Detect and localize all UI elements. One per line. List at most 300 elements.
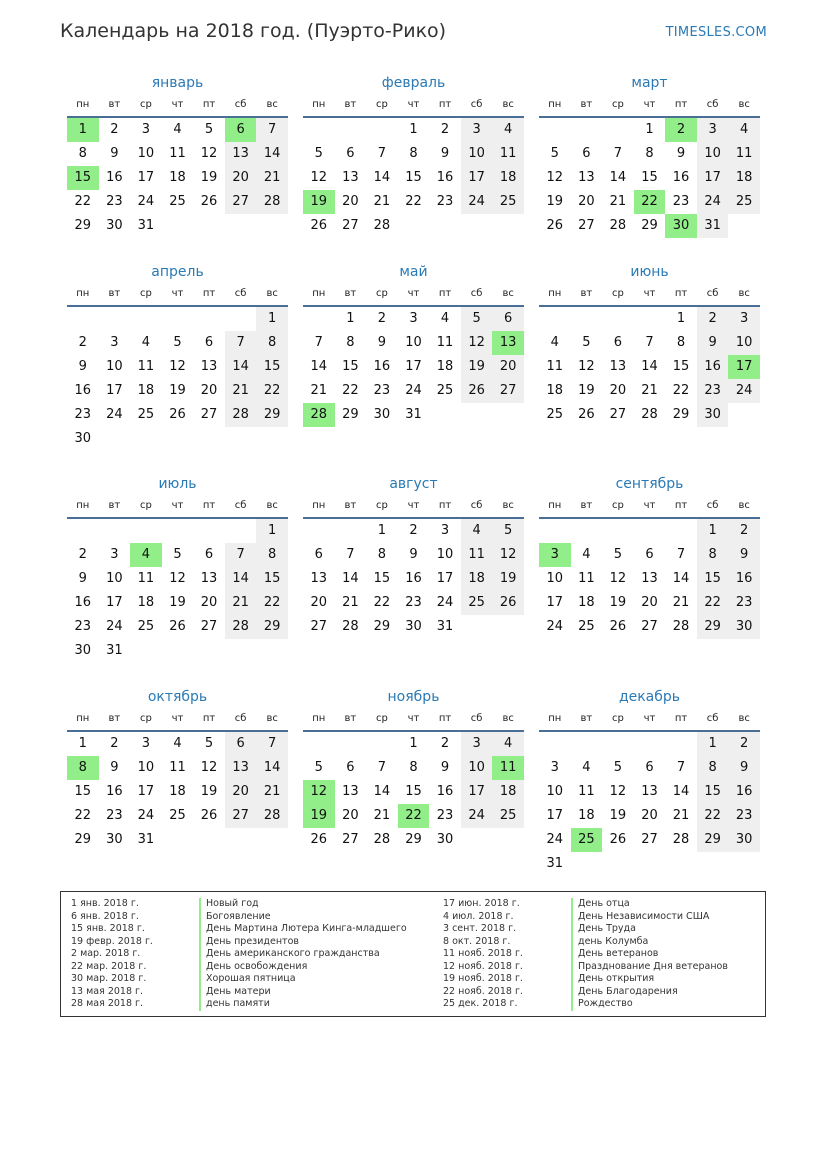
weekday-label: пн — [312, 99, 326, 110]
day-cell: 9 — [78, 571, 87, 586]
day-cell: 9 — [110, 760, 119, 775]
weekday-header — [67, 712, 288, 732]
day-cell: 8 — [256, 331, 288, 355]
weekday-label: пт — [438, 288, 452, 299]
weekday-label: сб — [706, 500, 719, 511]
day-cell: 13 — [200, 571, 218, 586]
day-cell: 22 — [373, 595, 391, 610]
day-cell: 26 — [169, 619, 186, 634]
legend-holiday-name: День президентов — [199, 936, 299, 949]
day-cell: 23 — [106, 808, 123, 823]
empty-cell — [634, 519, 666, 543]
day-cell: 2 — [110, 122, 119, 137]
day-cell: 4 — [141, 335, 151, 350]
legend-row — [71, 961, 407, 974]
day-cell: 15 — [405, 170, 422, 185]
legend-date: 12 нояб. 2018 г. — [443, 960, 523, 972]
day-cell: 22 — [256, 379, 288, 403]
day-cell: 2 — [78, 335, 87, 350]
day-cell: 28 — [225, 403, 257, 427]
day-cell: 30 — [74, 643, 92, 658]
day-cell: 31 — [436, 619, 454, 634]
day-cell: 31 — [405, 407, 422, 422]
day-cell: 8 — [676, 335, 686, 350]
weekday-label: ср — [375, 713, 388, 724]
site-link[interactable]: TIMESLES.COM — [665, 25, 767, 40]
day-cell: 3 — [110, 547, 119, 562]
day-cell: 29 — [74, 832, 92, 847]
legend-date: 2 мар. 2018 г. — [71, 948, 141, 959]
weekday-label: вс — [738, 500, 750, 511]
day-cell: 5 — [314, 146, 323, 161]
weekday-label: вт — [344, 99, 357, 110]
weekday-label: вт — [580, 500, 593, 511]
day-cell: 15 — [256, 567, 288, 591]
day-cell: 20 — [225, 780, 257, 804]
weekday-label: сб — [234, 713, 247, 724]
weekday-label: вт — [580, 99, 593, 110]
day-cell: 21 — [609, 194, 627, 209]
day-cell: 5 — [204, 736, 214, 751]
day-cell: 10 — [137, 146, 155, 161]
day-cell: 24 — [106, 619, 123, 634]
day-cell: 21 — [225, 591, 257, 615]
day-cell: 27 — [200, 619, 218, 634]
legend-row — [443, 911, 728, 924]
empty-cell — [99, 307, 131, 331]
day-cell: 30 — [106, 218, 123, 233]
day-cell: 23 — [728, 591, 760, 615]
holiday-day: 4 — [130, 543, 162, 567]
empty-cell — [571, 732, 603, 756]
weekday-label: ср — [139, 99, 152, 110]
day-cell: 27 — [492, 379, 524, 403]
day-cell: 14 — [256, 756, 288, 780]
holiday-legend — [60, 891, 766, 1017]
empty-cell — [634, 732, 666, 756]
day-cell: 10 — [106, 359, 123, 374]
day-cell: 25 — [137, 619, 155, 634]
weekday-label: ср — [611, 713, 624, 724]
weekday-label: сб — [234, 288, 247, 299]
day-cell: 24 — [137, 194, 155, 209]
day-cell: 3 — [697, 118, 729, 142]
day-cell: 11 — [546, 359, 564, 374]
day-cell: 16 — [672, 170, 690, 185]
holiday-day: 12 — [303, 780, 335, 804]
day-cell: 11 — [728, 142, 760, 166]
day-cell: 25 — [436, 383, 454, 398]
month-1 — [67, 73, 288, 238]
weekday-label: пн — [76, 713, 90, 724]
empty-cell — [634, 307, 666, 331]
day-cell: 10 — [461, 142, 493, 166]
day-cell: 1 — [346, 311, 355, 326]
day-cell: 26 — [200, 194, 218, 209]
legend-row — [443, 948, 728, 961]
day-cell: 25 — [169, 194, 186, 209]
day-cell: 22 — [74, 808, 92, 823]
day-cell: 28 — [672, 832, 690, 847]
day-cell: 9 — [110, 146, 119, 161]
days-grid — [67, 732, 288, 852]
day-cell: 17 — [436, 571, 454, 586]
empty-cell — [130, 519, 162, 543]
day-cell: 13 — [225, 142, 257, 166]
empty-cell — [366, 732, 398, 756]
page-title: Календарь на 2018 год. (Пуэрто-Рико) — [60, 20, 447, 42]
weekday-label: вс — [266, 500, 278, 511]
weekday-label: сб — [234, 99, 247, 110]
empty-cell — [162, 307, 194, 331]
legend-row — [71, 898, 407, 911]
day-cell: 20 — [641, 808, 658, 823]
day-cell: 21 — [672, 595, 690, 610]
weekday-label: пн — [312, 500, 326, 511]
day-cell: 19 — [169, 383, 186, 398]
day-cell: 7 — [225, 543, 257, 567]
day-cell: 23 — [672, 194, 690, 209]
day-cell: 28 — [373, 218, 391, 233]
day-cell: 23 — [106, 194, 123, 209]
weekday-label: ср — [139, 288, 152, 299]
day-cell: 20 — [310, 595, 328, 610]
empty-cell — [335, 732, 367, 756]
day-cell: 13 — [609, 359, 627, 374]
empty-cell — [67, 307, 99, 331]
day-cell: 6 — [492, 307, 524, 331]
day-cell: 1 — [645, 122, 654, 137]
weekday-label: ср — [375, 500, 388, 511]
day-cell: 25 — [137, 407, 155, 422]
weekday-label: сб — [470, 288, 483, 299]
legend-row — [71, 998, 407, 1011]
weekday-label: вс — [738, 713, 750, 724]
day-cell: 13 — [200, 359, 218, 374]
day-cell: 14 — [256, 142, 288, 166]
month-10 — [67, 687, 288, 852]
day-cell: 24 — [728, 379, 760, 403]
day-cell: 19 — [200, 170, 218, 185]
day-cell: 28 — [256, 190, 288, 214]
weekday-label: ср — [139, 500, 152, 511]
month-name: февраль — [381, 75, 446, 91]
day-cell: 30 — [74, 431, 92, 446]
day-cell: 3 — [461, 732, 493, 756]
day-cell: 8 — [697, 543, 729, 567]
day-cell: 20 — [200, 383, 218, 398]
day-cell: 15 — [697, 780, 729, 804]
day-cell: 29 — [256, 403, 288, 427]
day-cell: 15 — [256, 355, 288, 379]
day-cell: 1 — [256, 519, 288, 543]
day-cell: 30 — [436, 832, 454, 847]
day-cell: 17 — [546, 595, 564, 610]
weekday-label: сб — [470, 713, 483, 724]
day-cell: 28 — [225, 615, 257, 639]
day-cell: 15 — [373, 571, 391, 586]
day-cell: 7 — [346, 547, 355, 562]
legend-date: 6 янв. 2018 г. — [71, 910, 139, 922]
day-cell: 9 — [440, 146, 450, 161]
day-cell: 8 — [377, 547, 387, 562]
day-cell: 18 — [728, 166, 760, 190]
day-cell: 25 — [169, 808, 186, 823]
day-cell: 21 — [672, 808, 690, 823]
day-cell: 20 — [342, 808, 359, 823]
empty-cell — [303, 307, 335, 331]
day-cell: 21 — [225, 379, 257, 403]
day-cell: 18 — [492, 166, 524, 190]
day-cell: 22 — [405, 194, 422, 209]
day-cell: 23 — [373, 383, 391, 398]
day-cell: 7 — [377, 146, 387, 161]
day-cell: 7 — [225, 331, 257, 355]
day-cell: 4 — [492, 118, 524, 142]
legend-row — [443, 923, 728, 936]
day-cell: 20 — [225, 166, 257, 190]
legend-row — [443, 986, 728, 999]
legend-date: 17 июн. 2018 г. — [443, 898, 520, 909]
days-grid — [67, 118, 288, 238]
legend-row — [443, 936, 728, 949]
legend-date: 22 нояб. 2018 г. — [443, 985, 523, 997]
day-cell: 5 — [204, 122, 214, 137]
day-cell: 14 — [609, 170, 627, 185]
empty-cell — [225, 307, 257, 331]
weekday-label: пн — [548, 99, 562, 110]
legend-row — [443, 973, 728, 986]
day-cell: 31 — [137, 218, 155, 233]
weekday-header — [303, 499, 524, 519]
day-cell: 20 — [578, 194, 595, 209]
empty-cell — [665, 519, 697, 543]
day-cell: 26 — [609, 619, 627, 634]
weekday-header — [303, 712, 524, 732]
day-cell: 3 — [110, 335, 119, 350]
day-cell: 12 — [609, 784, 627, 799]
day-cell: 23 — [74, 407, 92, 422]
day-cell: 30 — [373, 407, 391, 422]
legend-date: 8 окт. 2018 г. — [443, 935, 511, 947]
day-cell: 20 — [492, 355, 524, 379]
day-cell: 8 — [346, 335, 355, 350]
legend-date: 25 дек. 2018 г. — [443, 998, 518, 1009]
day-cell: 16 — [106, 784, 123, 799]
weekday-label: пт — [674, 288, 688, 299]
day-cell: 11 — [137, 359, 155, 374]
day-cell: 23 — [728, 804, 760, 828]
day-cell: 6 — [225, 732, 257, 756]
day-cell: 19 — [461, 355, 493, 379]
day-cell: 17 — [106, 595, 123, 610]
legend-row — [443, 898, 728, 911]
day-cell: 5 — [613, 547, 623, 562]
month-8 — [303, 474, 524, 639]
legend-date: 19 февр. 2018 г. — [71, 935, 153, 947]
day-cell: 15 — [405, 784, 422, 799]
day-cell: 22 — [672, 383, 690, 398]
day-cell: 10 — [405, 335, 422, 350]
empty-cell — [571, 307, 603, 331]
weekday-label: пт — [674, 99, 688, 110]
weekday-label: пт — [202, 99, 216, 110]
day-cell: 24 — [137, 808, 155, 823]
day-cell: 29 — [697, 615, 729, 639]
days-grid — [539, 118, 760, 238]
legend-holiday-name: день памяти — [199, 998, 270, 1011]
day-cell: 4 — [461, 519, 493, 543]
legend-row — [71, 936, 407, 949]
weekday-label: чт — [407, 500, 420, 511]
day-cell: 19 — [546, 194, 564, 209]
day-cell: 14 — [672, 784, 690, 799]
day-cell: 26 — [310, 832, 328, 847]
day-cell: 24 — [461, 190, 493, 214]
day-cell: 3 — [728, 307, 760, 331]
holiday-day: 8 — [67, 756, 99, 780]
weekday-label: вс — [502, 99, 514, 110]
day-cell: 4 — [582, 547, 591, 562]
day-cell: 5 — [461, 307, 493, 331]
day-cell: 23 — [405, 595, 422, 610]
day-cell: 31 — [137, 832, 155, 847]
day-cell: 9 — [728, 756, 760, 780]
day-cell: 15 — [74, 784, 92, 799]
weekday-label: ср — [611, 500, 624, 511]
month-name: сентябрь — [615, 476, 684, 492]
empty-cell — [539, 519, 571, 543]
weekday-label: ср — [375, 288, 388, 299]
day-cell: 25 — [728, 190, 760, 214]
weekday-label: ср — [611, 288, 624, 299]
weekday-label: сб — [470, 500, 483, 511]
weekday-label: чт — [407, 288, 420, 299]
weekday-label: сб — [470, 99, 483, 110]
month-name: июль — [158, 476, 197, 492]
legend-holiday-name: день Колумба — [571, 936, 648, 949]
day-cell: 4 — [492, 732, 524, 756]
weekday-label: вт — [580, 713, 593, 724]
day-cell: 25 — [492, 804, 524, 828]
empty-cell — [602, 732, 634, 756]
day-cell: 24 — [106, 407, 123, 422]
month-name: июнь — [630, 264, 669, 280]
day-cell: 19 — [169, 595, 186, 610]
days-grid — [67, 519, 288, 663]
day-cell: 6 — [645, 547, 654, 562]
empty-cell — [335, 519, 367, 543]
day-cell: 10 — [697, 142, 729, 166]
day-cell: 26 — [578, 407, 595, 422]
day-cell: 26 — [546, 218, 564, 233]
day-cell: 17 — [137, 170, 155, 185]
weekday-label: пн — [76, 99, 90, 110]
day-cell: 24 — [697, 190, 729, 214]
day-cell: 5 — [613, 760, 623, 775]
day-cell: 28 — [609, 218, 627, 233]
day-cell: 19 — [492, 567, 524, 591]
day-cell: 24 — [436, 595, 454, 610]
month-7 — [67, 474, 288, 663]
day-cell: 3 — [461, 118, 493, 142]
day-cell: 28 — [256, 804, 288, 828]
legend-row — [443, 961, 728, 974]
day-cell: 16 — [728, 780, 760, 804]
weekday-label: ср — [611, 99, 624, 110]
weekday-header — [67, 98, 288, 118]
day-cell: 10 — [546, 784, 564, 799]
legend-date: 30 мар. 2018 г. — [71, 973, 147, 984]
legend-date: 3 сент. 2018 г. — [443, 923, 517, 934]
day-cell: 9 — [78, 359, 87, 374]
legend-date: 13 мая 2018 г. — [71, 985, 144, 997]
day-cell: 2 — [728, 732, 760, 756]
holiday-day: 22 — [634, 190, 666, 214]
day-cell: 19 — [609, 808, 627, 823]
day-cell: 12 — [310, 170, 328, 185]
legend-holiday-name: Новый год — [199, 898, 259, 911]
day-cell: 16 — [405, 571, 422, 586]
day-cell: 24 — [461, 804, 493, 828]
day-cell: 8 — [256, 543, 288, 567]
day-cell: 29 — [405, 832, 422, 847]
day-cell: 20 — [200, 595, 218, 610]
day-cell: 14 — [310, 359, 328, 374]
legend-holiday-name: День Благодарения — [571, 986, 678, 999]
day-cell: 31 — [697, 214, 729, 238]
day-cell: 3 — [141, 122, 151, 137]
legend-row — [443, 998, 728, 1011]
day-cell: 29 — [373, 619, 391, 634]
day-cell: 24 — [546, 832, 564, 847]
day-cell: 11 — [492, 142, 524, 166]
day-cell: 27 — [609, 407, 627, 422]
day-cell: 7 — [256, 118, 288, 142]
day-cell: 28 — [342, 619, 359, 634]
day-cell: 7 — [645, 335, 654, 350]
days-grid — [539, 732, 760, 876]
day-cell: 17 — [405, 359, 422, 374]
day-cell: 16 — [106, 170, 123, 185]
legend-holiday-name: День матери — [199, 986, 271, 999]
day-cell: 16 — [436, 170, 454, 185]
weekday-label: пт — [202, 500, 216, 511]
weekday-header — [303, 287, 524, 307]
day-cell: 29 — [672, 407, 690, 422]
legend-holiday-name: День американского гражданства — [199, 948, 380, 961]
weekday-label: пн — [312, 713, 326, 724]
day-cell: 24 — [546, 619, 564, 634]
day-cell: 4 — [550, 335, 559, 350]
month-name: ноябрь — [387, 689, 440, 705]
day-cell: 17 — [137, 784, 155, 799]
month-name: май — [399, 264, 428, 280]
day-cell: 25 — [578, 619, 595, 634]
weekday-label: ср — [139, 713, 152, 724]
day-cell: 8 — [409, 760, 418, 775]
day-cell: 17 — [106, 383, 123, 398]
day-cell: 23 — [74, 619, 92, 634]
day-cell: 1 — [377, 523, 387, 538]
holiday-day: 19 — [303, 804, 335, 828]
weekday-label: сб — [234, 500, 247, 511]
empty-cell — [602, 307, 634, 331]
month-name: март — [631, 75, 668, 91]
day-cell: 21 — [373, 194, 391, 209]
legend-date: 4 июл. 2018 г. — [443, 910, 514, 922]
empty-cell — [303, 732, 335, 756]
